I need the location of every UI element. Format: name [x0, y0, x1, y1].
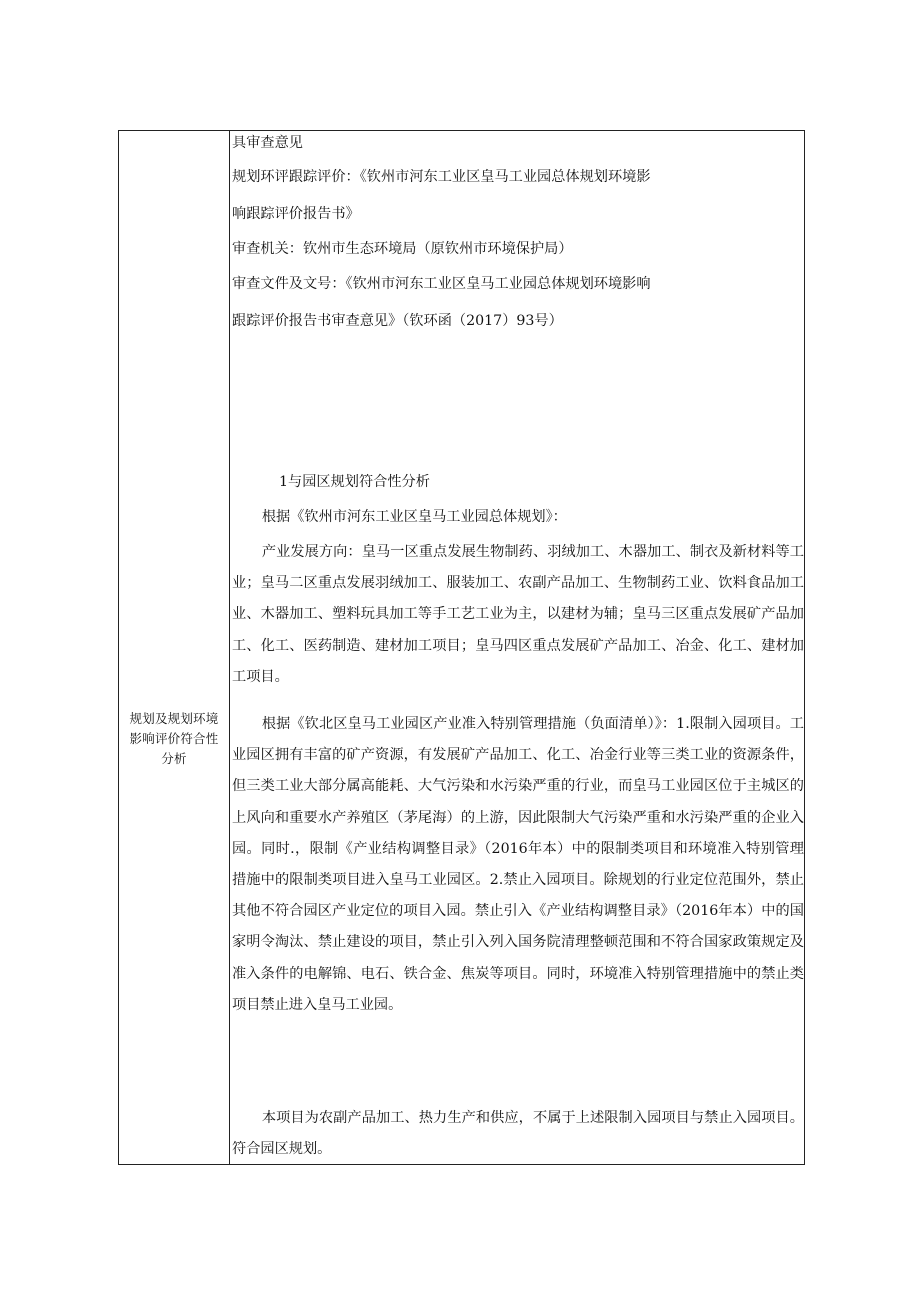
review-line: 审查机关：钦州市生态环境局（原钦州市环境保护局）	[232, 241, 573, 257]
row-label-line: 规划及规划环境	[129, 711, 219, 726]
row-label-line: 分析	[161, 751, 187, 766]
column-divider	[229, 131, 230, 1164]
assessment-table	[118, 130, 805, 1165]
review-line: 具审查意见	[232, 135, 303, 151]
paragraph: 根据《钦北区皇马工业园区产业准入特别管理措施（负面清单）》：1.限制入园项目。工业园区拥有丰富的矿产资源，有发展矿产品加工、化工、冶金行业等三类工业的资源条件，但三类工业大部分属高能耗、大气污染和水污染严重的行业，而皇马工业园区位于主城区的上风向和重要水产养殖区（茅尾海）的上游，因此限制大气污染严重和水污染严重的企业入园。同时.，限制《产业结构调整目录》（2016年本）中的限制类项目和环境准入特别管理措施中的限制类项目进入皇马工业园区。2.禁止入园项目。除规划的行业定位范围外，禁止其他不符合园区产业定位的项目入园。禁止引入《产业结构调整目录》（2016年本）中的国家明令淘汰、禁止建设的项目，禁止引入列入国务院清理整顿范围和不符合国家政策规定及准入条件的电解锦、电石、铁合金、焦炭等项目。同时，环境准入特别管理措施中的禁止类项目禁止进入皇马工业园。	[232, 716, 804, 1013]
paragraph: 产业发展方向：皇马一区重点发展生物制药、羽绒加工、木器加工、制衣及新材料等工业；皇马二区重点发展羽绒加工、服装加工、农副产品加工、生物制药工业、饮料食品加工业、木器加工、塑料玩具加工等手工艺工业为主，以建材为辅；皇马三区重点发展矿产品加工、化工、医药制造、建材加工项目；皇马四区重点发展矿产品加工、冶金、化工、建材加工项目。	[232, 544, 804, 685]
row-label-line: 影响评价符合性	[129, 731, 219, 746]
paragraph: 本项目为农副产品加工、热力生产和供应，不属于上述限制入园项目与禁止入园项目。符合园区规划。	[232, 1110, 804, 1158]
row-label-planning-compliance	[119, 709, 229, 769]
review-line: 规划环评跟踪评价：《钦州市河东工业区皇马工业园总体规划环境影	[232, 169, 651, 185]
review-line: 响跟踪评价报告书》	[232, 206, 360, 222]
review-line: 跟踪评价报告书审查意见》（钦环函（2017）93号）	[232, 313, 563, 329]
review-line: 审查文件及文号：《钦州市河东工业区皇马工业园总体规划环境影响	[232, 276, 651, 292]
section-heading: 1与园区规划符合性分析	[279, 474, 430, 490]
paragraph: 根据《钦州市河东工业区皇马工业园总体规划》：	[261, 509, 567, 525]
